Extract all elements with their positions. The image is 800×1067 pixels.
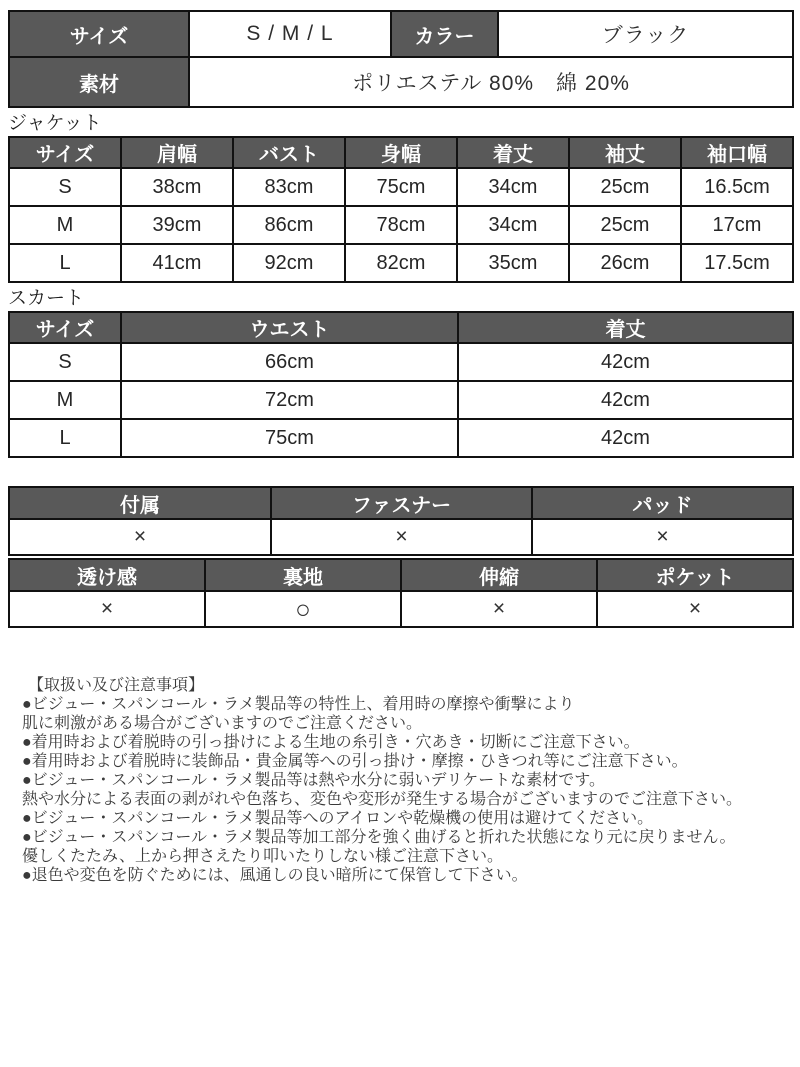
jacket-row-l: [9, 244, 793, 282]
note-line: ●着用時および着脱時の引っ掛けによる生地の糸引き・穴あき・切断にご注意下さい。: [22, 734, 640, 751]
jacket-col-header: 袖丈: [569, 137, 681, 168]
jacket-cell: 35cm: [457, 244, 569, 282]
feature-value: ×: [401, 591, 597, 627]
feature-header: パッド: [532, 487, 793, 519]
jacket-cell: 34cm: [457, 206, 569, 244]
product-summary-table: [8, 10, 794, 108]
jacket-cell: 38cm: [121, 168, 233, 206]
material-value-cell: ポリエステル 80% 綿 20%: [189, 57, 793, 107]
jacket-col-header: 身幅: [345, 137, 457, 168]
feature-value: ×: [532, 519, 793, 555]
skirt-cell: 42cm: [458, 343, 793, 381]
jacket-col-header: 袖口幅: [681, 137, 793, 168]
skirt-cell: 72cm: [121, 381, 458, 419]
jacket-col-header: 着丈: [457, 137, 569, 168]
note-line: 優しくたたみ、上から押さえたり叩いたりしない様ご注意下さい。: [22, 848, 503, 865]
jacket-cell: 17.5cm: [681, 244, 793, 282]
skirt-col-header: 着丈: [458, 312, 793, 343]
feature-header: 透け感: [9, 559, 205, 591]
jacket-cell: 34cm: [457, 168, 569, 206]
jacket-cell: 39cm: [121, 206, 233, 244]
jacket-cell: 82cm: [345, 244, 457, 282]
skirt-col-header: ウエスト: [121, 312, 458, 343]
features-table-a: [8, 486, 794, 556]
feature-header: 伸縮: [401, 559, 597, 591]
skirt-size-table: [8, 311, 794, 458]
feature-value: ○: [205, 591, 401, 627]
jacket-col-header: 肩幅: [121, 137, 233, 168]
jacket-cell: 25cm: [569, 206, 681, 244]
jacket-cell: 25cm: [569, 168, 681, 206]
jacket-cell: 41cm: [121, 244, 233, 282]
jacket-cell: 92cm: [233, 244, 345, 282]
jacket-col-header: サイズ: [9, 137, 121, 168]
spacer: [8, 458, 792, 484]
skirt-cell: 42cm: [458, 381, 793, 419]
jacket-cell: 17cm: [681, 206, 793, 244]
feature-value: ×: [597, 591, 793, 627]
skirt-cell: L: [9, 419, 121, 457]
note-line: ●ビジュー・スパンコール・ラメ製品等は熱や水分に弱いデリケートな素材です。: [22, 772, 605, 789]
features-table-b: [8, 558, 794, 628]
jacket-cell: S: [9, 168, 121, 206]
note-line: ●ビジュー・スパンコール・ラメ製品等加工部分を強く曲げると折れた状態になり元に戻りません。: [22, 829, 736, 846]
note-line: 肌に刺激がある場合がございますのでご注意ください。: [22, 715, 423, 732]
jacket-cell: M: [9, 206, 121, 244]
note-line: ●ビジュー・スパンコール・ラメ製品等へのアイロンや乾燥機の使用は避けてください。: [22, 810, 654, 827]
jacket-size-table: [8, 136, 794, 283]
jacket-cell: 75cm: [345, 168, 457, 206]
skirt-row-l: [9, 419, 793, 457]
skirt-cell: M: [9, 381, 121, 419]
feature-value: ×: [9, 519, 271, 555]
feature-header: 裏地: [205, 559, 401, 591]
feature-value: ×: [9, 591, 205, 627]
material-label-cell: 素材: [9, 57, 189, 107]
skirt-col-header: サイズ: [9, 312, 121, 343]
color-label-cell: カラー: [391, 11, 498, 57]
note-line: 熱や水分による表面の剥がれや色落ち、変色や変形が発生する場合がございますのでご注意下さい。: [22, 791, 743, 808]
care-notes-title: 【取扱い及び注意事項】: [28, 677, 205, 694]
jacket-cell: L: [9, 244, 121, 282]
jacket-section-label: ジャケット: [8, 113, 102, 134]
skirt-row-s: [9, 343, 793, 381]
skirt-cell: 66cm: [121, 343, 458, 381]
feature-header: ファスナー: [271, 487, 532, 519]
size-label-cell: サイズ: [9, 11, 189, 57]
jacket-cell: 86cm: [233, 206, 345, 244]
jacket-col-header: バスト: [233, 137, 345, 168]
skirt-section-label: スカート: [8, 288, 85, 309]
feature-header: 付属: [9, 487, 271, 519]
jacket-row-m: [9, 206, 793, 244]
jacket-row-s: [9, 168, 793, 206]
color-value-cell: ブラック: [498, 11, 793, 57]
jacket-cell: 16.5cm: [681, 168, 793, 206]
skirt-cell: S: [9, 343, 121, 381]
skirt-row-m: [9, 381, 793, 419]
size-value-cell: S / M / L: [189, 11, 391, 57]
jacket-cell: 26cm: [569, 244, 681, 282]
note-line: ●着用時および着脱時に装飾品・貴金属等への引っ掛け・摩擦・ひきつれ等にご注意下さい。: [22, 753, 688, 770]
skirt-cell: 42cm: [458, 419, 793, 457]
skirt-cell: 75cm: [121, 419, 458, 457]
note-line: ●退色や変色を防ぐためには、風通しの良い暗所にて保管して下さい。: [22, 867, 528, 884]
feature-value: ×: [271, 519, 532, 555]
jacket-cell: 83cm: [233, 168, 345, 206]
care-notes: [8, 676, 792, 885]
jacket-cell: 78cm: [345, 206, 457, 244]
feature-header: ポケット: [597, 559, 793, 591]
note-line: ●ビジュー・スパンコール・ラメ製品等の特性上、着用時の摩擦や衝撃により: [22, 696, 575, 713]
